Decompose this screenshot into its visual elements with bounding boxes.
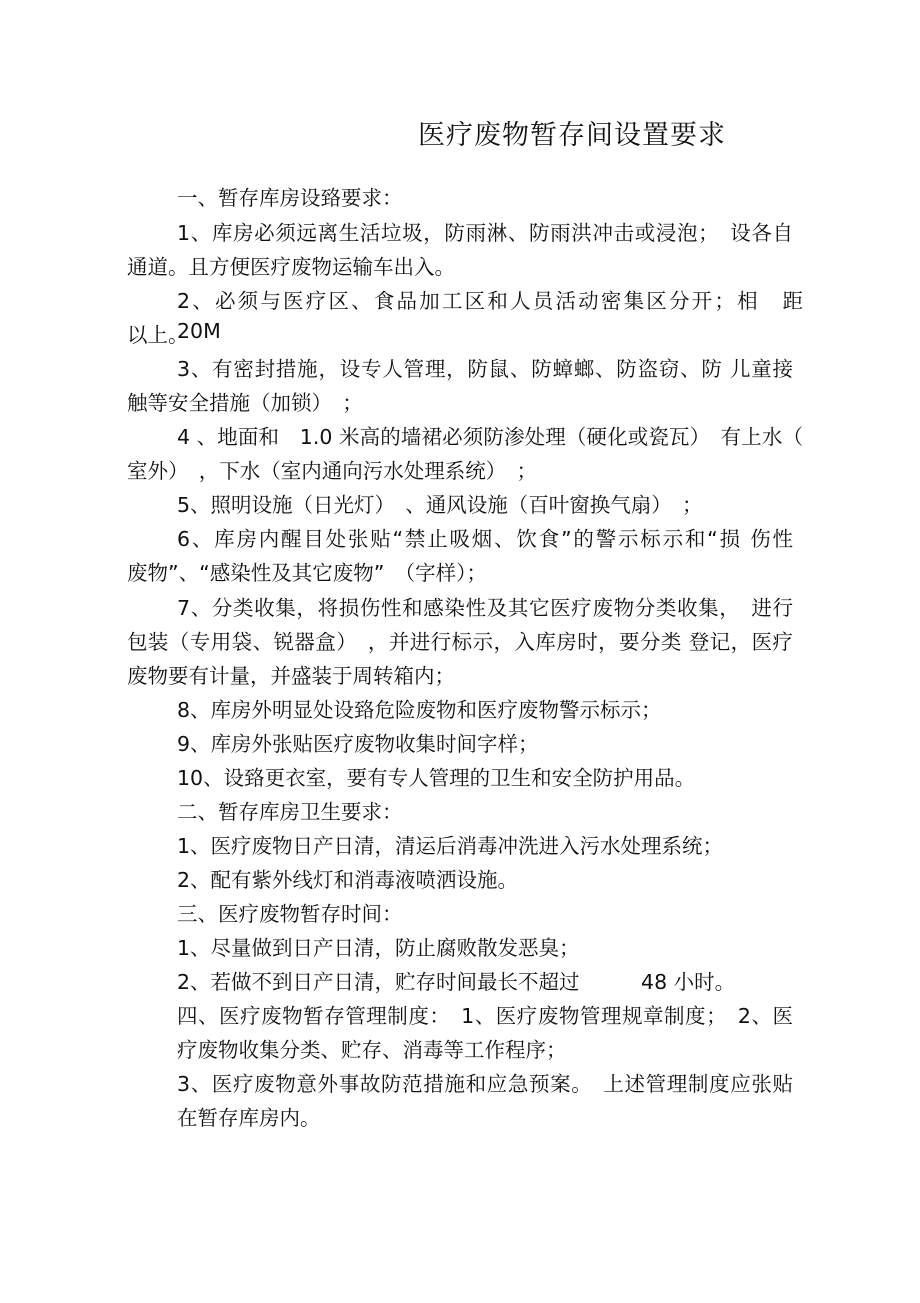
paragraph-line: 疗废物收集分类、贮存、消毒等工作程序；	[177, 1038, 567, 1062]
section-1-heading: 一、暂存库房设臵要求：	[177, 186, 403, 210]
paragraph-line: 3、医疗废物意外事故防范措施和应急预案。 上述管理制度应张贴	[177, 1072, 793, 1096]
paragraph-line: 2、配有紫外线灯和消毒液喷洒设施。	[177, 868, 519, 892]
paragraph-line: 在暂存库房内。	[177, 1106, 321, 1130]
paragraph-line: 废物要有计量，并盛装于周转箱内；	[127, 664, 455, 688]
paragraph-line: 1、医疗废物日产日清，清运后消毒冲洗进入污水处理系统；	[177, 834, 724, 858]
section-4-heading: 四、医疗废物暂存管理制度： 1、医疗废物管理规章制度； 2、医	[177, 1004, 793, 1028]
paragraph-line: 包装（专用袋、锐器盒） ，并进行标示，入库房时，要分类 登记，医疗	[127, 630, 793, 654]
paragraph-line: 5、照明设施（日光灯） 、通风设施（百叶窗换气扇） ；	[177, 493, 703, 517]
paragraph-line: 触等安全措施（加锁） ；	[127, 391, 363, 415]
paragraph-line: 7、分类收集，将损伤性和感染性及其它医疗废物分类收集， 进行	[177, 596, 793, 620]
paragraph-line: 通道。且方便医疗废物运输车出入。	[127, 255, 455, 279]
paragraph-line: 4 、地面和 1.0 米高的墙裙必须防渗处理（硬化或瓷瓦） 有上水（	[177, 425, 803, 449]
document-title: 医疗废物暂存间设置要求	[418, 120, 726, 151]
paragraph-line: 2、必须与医疗区、食品加工区和人员活动密集区分开；相 距 20M	[177, 289, 824, 343]
paragraph-line: 1、库房必须远离生活垃圾，防雨淋、防雨洪冲击或浸泡； 设各自	[177, 221, 793, 245]
paragraph-line: 9、库房外张贴医疗废物收集时间字样；	[177, 732, 539, 756]
paragraph-line: 2、若做不到日产日清，贮存时间最长不超过 48 小时。	[177, 970, 736, 994]
paragraph-line: 1、尽量做到日产日清，防止腐败散发恶臭；	[177, 936, 580, 960]
section-3-heading: 三、医疗废物暂存时间：	[177, 902, 403, 926]
section-2-heading: 二、暂存库房卫生要求：	[177, 800, 403, 824]
paragraph-line: 6、库房内醒目处张贴“禁止吸烟、饮食”的警示标示和“损 伤性	[177, 527, 793, 551]
paragraph-line: 废物”、“感染性及其它废物” （字样）；	[127, 561, 487, 585]
paragraph-line: 10、设臵更衣室，要有专人管理的卫生和安全防护用品。	[177, 766, 696, 790]
paragraph-line: 8、库房外明显处设臵危险废物和医疗废物警示标示；	[177, 698, 662, 722]
paragraph-line: 室外） ，下水（室内通向污水处理系统） ；	[127, 459, 537, 483]
paragraph-line: 以上。	[127, 323, 189, 347]
paragraph-line: 3、有密封措施，设专人管理，防鼠、防蟑螂、防盗窃、防 儿童接	[177, 357, 793, 381]
